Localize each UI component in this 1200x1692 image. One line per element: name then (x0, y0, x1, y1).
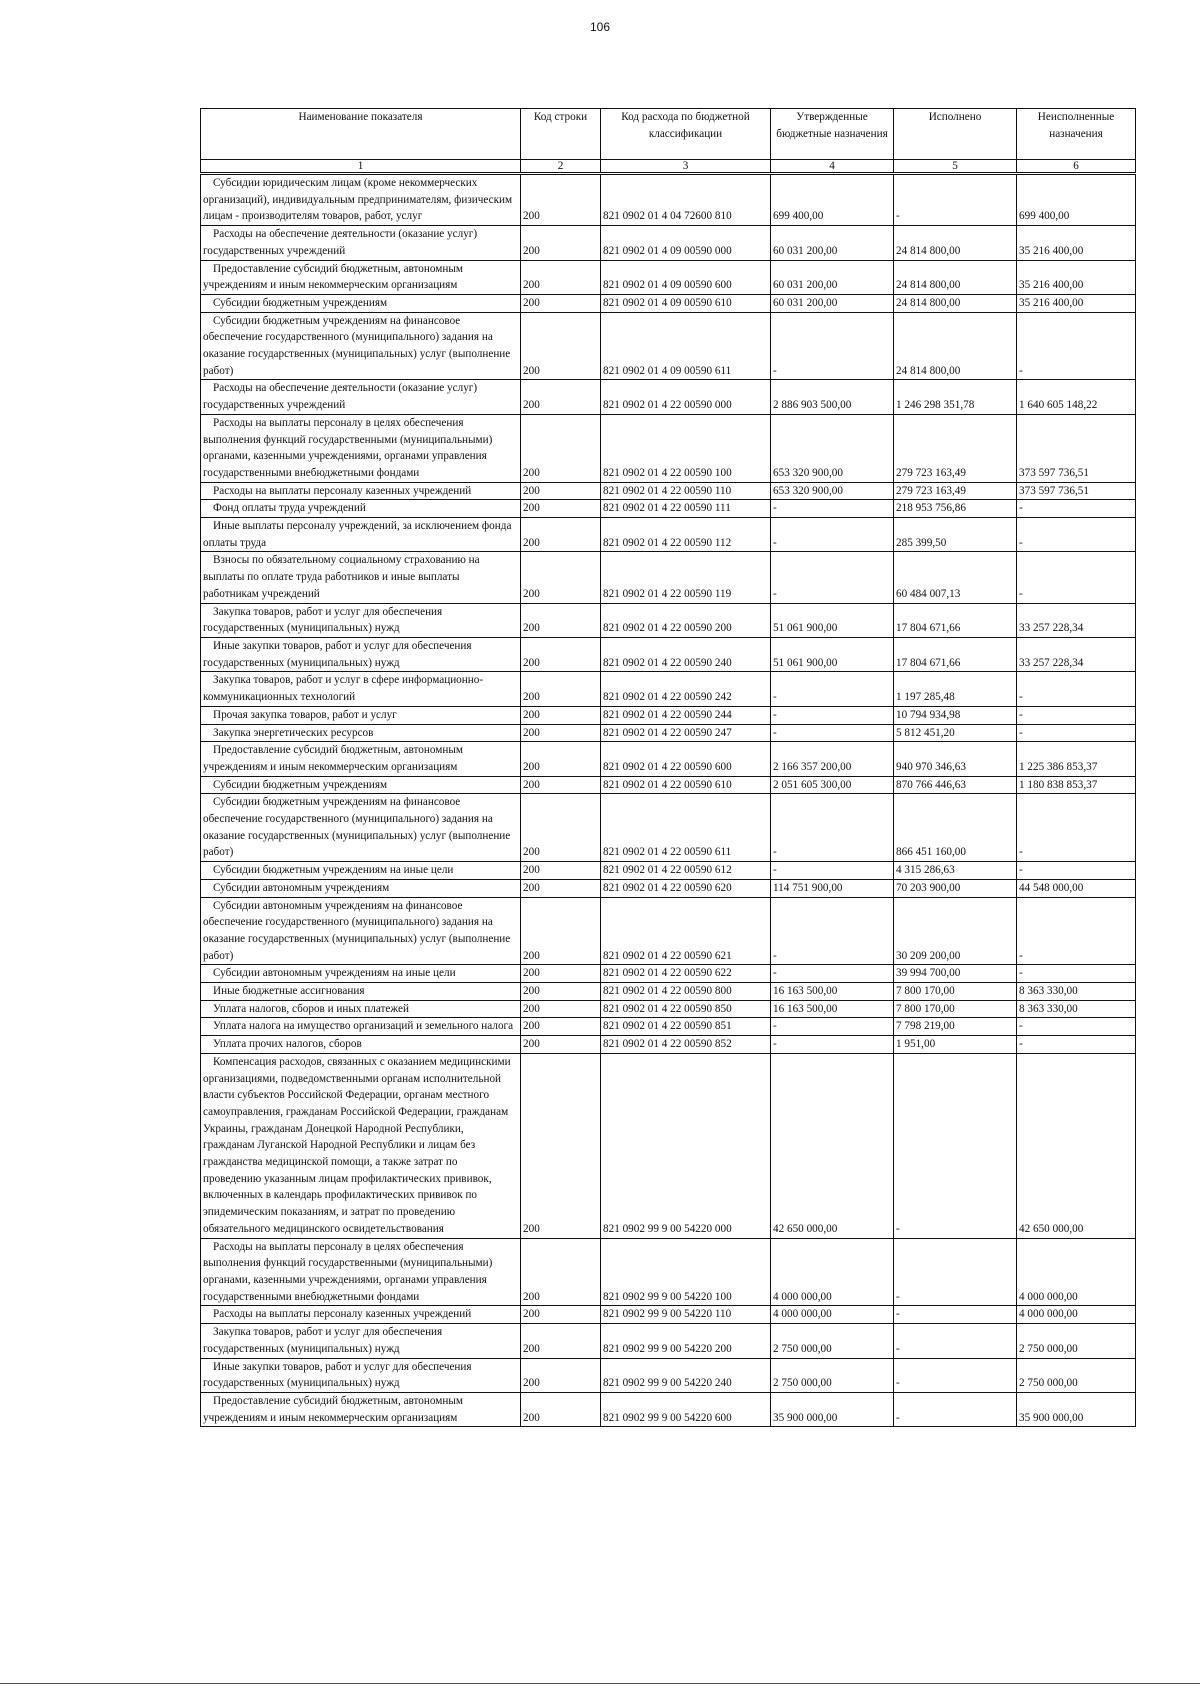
row-approved: 2 886 903 500,00 (771, 380, 894, 414)
row-line-code: 200 (521, 552, 601, 603)
table-row (201, 260, 1136, 294)
row-line-code: 200 (521, 1392, 601, 1426)
row-line-code: 200 (521, 965, 601, 983)
row-line-code: 200 (521, 1324, 601, 1358)
row-executed: - (894, 174, 1017, 226)
row-expense-code: 821 0902 01 4 22 00590 852 (601, 1036, 771, 1054)
row-name: Субсидии бюджетным учреждениям на иные цели (201, 862, 521, 880)
row-line-code: 200 (521, 518, 601, 552)
row-unexecuted: - (1017, 518, 1136, 552)
header-line-code: Код строки (521, 109, 601, 160)
page-number: 106 (589, 20, 611, 34)
row-line-code: 200 (521, 1053, 601, 1238)
row-approved: 51 061 900,00 (771, 603, 894, 637)
table-row (201, 380, 1136, 414)
row-unexecuted: - (1017, 794, 1136, 862)
row-executed: - (894, 1306, 1017, 1324)
row-approved: 51 061 900,00 (771, 637, 894, 671)
row-name: Расходы на обеспечение деятельности (оказание услуг) государственных учреждений (201, 226, 521, 260)
row-executed: 285 399,50 (894, 518, 1017, 552)
row-name: Субсидии бюджетным учреждениям (201, 776, 521, 794)
row-executed: 24 814 800,00 (894, 294, 1017, 312)
row-expense-code: 821 0902 01 4 22 00590 111 (601, 500, 771, 518)
row-expense-code: 821 0902 01 4 22 00590 610 (601, 776, 771, 794)
row-line-code: 200 (521, 794, 601, 862)
row-approved: 4 000 000,00 (771, 1238, 894, 1306)
row-executed: 1 197 285,48 (894, 672, 1017, 706)
row-unexecuted: 373 597 736,51 (1017, 414, 1136, 482)
row-unexecuted: 35 900 000,00 (1017, 1392, 1136, 1426)
row-expense-code: 821 0902 01 4 22 00590 119 (601, 552, 771, 603)
row-line-code: 200 (521, 724, 601, 742)
row-unexecuted: - (1017, 724, 1136, 742)
table-body (201, 174, 1136, 1427)
row-line-code: 200 (521, 312, 601, 380)
row-approved: 653 320 900,00 (771, 482, 894, 500)
row-unexecuted: 1 225 386 853,37 (1017, 742, 1136, 776)
budget-execution-table (200, 108, 1136, 1427)
row-name: Расходы на выплаты персоналу в целях обеспечения выполнения функций государственными (муниципальными) органами, казенными учреждениями, органами управления государственными внебюджетными фондами (201, 1238, 521, 1306)
table-row (201, 552, 1136, 603)
row-unexecuted: 33 257 228,34 (1017, 603, 1136, 637)
table-row (201, 294, 1136, 312)
row-name: Предоставление субсидий бюджетным, автономным учреждениям и иным некоммерческим организациям (201, 742, 521, 776)
row-approved: - (771, 897, 894, 965)
row-expense-code: 821 0902 01 4 22 00590 244 (601, 706, 771, 724)
row-approved: 2 750 000,00 (771, 1324, 894, 1358)
row-unexecuted: - (1017, 500, 1136, 518)
row-approved: 16 163 500,00 (771, 1000, 894, 1018)
column-number: 5 (894, 160, 1017, 174)
row-expense-code: 821 0902 01 4 22 00590 851 (601, 1018, 771, 1036)
row-executed: 60 484 007,13 (894, 552, 1017, 603)
row-line-code: 200 (521, 1000, 601, 1018)
row-unexecuted: - (1017, 552, 1136, 603)
row-executed: - (894, 1392, 1017, 1426)
table-row (201, 897, 1136, 965)
row-expense-code: 821 0902 01 4 22 00590 621 (601, 897, 771, 965)
row-name: Фонд оплаты труда учреждений (201, 500, 521, 518)
row-name: Прочая закупка товаров, работ и услуг (201, 706, 521, 724)
row-expense-code: 821 0902 01 4 22 00590 622 (601, 965, 771, 983)
row-approved: - (771, 794, 894, 862)
row-expense-code: 821 0902 01 4 22 00590 850 (601, 1000, 771, 1018)
table-row (201, 226, 1136, 260)
row-name: Расходы на выплаты персоналу казенных учреждений (201, 482, 521, 500)
row-executed: 24 814 800,00 (894, 226, 1017, 260)
table-row (201, 1324, 1136, 1358)
row-name: Иные бюджетные ассигнования (201, 983, 521, 1001)
row-name: Закупка товаров, работ и услуг для обеспечения государственных (муниципальных) нужд (201, 1324, 521, 1358)
row-unexecuted: 8 363 330,00 (1017, 983, 1136, 1001)
row-executed: 4 315 286,63 (894, 862, 1017, 880)
row-unexecuted: - (1017, 897, 1136, 965)
row-line-code: 200 (521, 1358, 601, 1392)
row-expense-code: 821 0902 99 9 00 54220 240 (601, 1358, 771, 1392)
row-line-code: 200 (521, 897, 601, 965)
row-executed: 7 800 170,00 (894, 983, 1017, 1001)
row-executed: 940 970 346,63 (894, 742, 1017, 776)
row-line-code: 200 (521, 637, 601, 671)
row-executed: 39 994 700,00 (894, 965, 1017, 983)
row-unexecuted: 35 216 400,00 (1017, 260, 1136, 294)
row-line-code: 200 (521, 174, 601, 226)
row-expense-code: 821 0902 01 4 22 00590 620 (601, 879, 771, 897)
table-row (201, 518, 1136, 552)
row-line-code: 200 (521, 380, 601, 414)
row-name: Субсидии юридическим лицам (кроме некоммерческих организаций), индивидуальным предпринимателям, физическим лицам - производителям товаров, работ, услуг (201, 174, 521, 226)
table-row (201, 1000, 1136, 1018)
row-expense-code: 821 0902 01 4 22 00590 112 (601, 518, 771, 552)
row-unexecuted: 1 180 838 853,37 (1017, 776, 1136, 794)
row-name: Иные выплаты персоналу учреждений, за исключением фонда оплаты труда (201, 518, 521, 552)
row-approved: - (771, 312, 894, 380)
column-number: 4 (771, 160, 894, 174)
row-name: Предоставление субсидий бюджетным, автономным учреждениям и иным некоммерческим организациям (201, 1392, 521, 1426)
table-row (201, 1392, 1136, 1426)
row-approved: 114 751 900,00 (771, 879, 894, 897)
row-line-code: 200 (521, 603, 601, 637)
row-executed: 10 794 934,98 (894, 706, 1017, 724)
row-line-code: 200 (521, 260, 601, 294)
table-header-row (201, 109, 1136, 160)
row-approved: 60 031 200,00 (771, 294, 894, 312)
row-expense-code: 821 0902 01 4 22 00590 240 (601, 637, 771, 671)
row-name: Субсидии бюджетным учреждениям на финансовое обеспечение государственного (муниципального) задания на оказание государственных (муниципальных) услуг (выполнение работ) (201, 312, 521, 380)
row-expense-code: 821 0902 01 4 22 00590 000 (601, 380, 771, 414)
row-line-code: 200 (521, 500, 601, 518)
row-expense-code: 821 0902 01 4 22 00590 200 (601, 603, 771, 637)
row-name: Расходы на выплаты персоналу казенных учреждений (201, 1306, 521, 1324)
row-executed: 5 812 451,20 (894, 724, 1017, 742)
row-name: Расходы на обеспечение деятельности (оказание услуг) государственных учреждений (201, 380, 521, 414)
row-unexecuted: 35 216 400,00 (1017, 294, 1136, 312)
row-name: Компенсация расходов, связанных с оказанием медицинскими организациями, подведомственными органам исполнительной власти субъектов Российской Федерации, органам местного самоуправления, гражданам Российской Федерации, гражданам Украины, гражданам Донецкой Народной Республики, гражданам Луганской Народной Республики и лицам без гражданства медицинской помощи, а также затрат по проведению указанным лицам профилактических прививок, включенных в календарь профилактических прививок по эпидемическим показаниям, и затрат по проведению обязательного медицинского освидетельствования (201, 1053, 521, 1238)
row-name: Уплата прочих налогов, сборов (201, 1036, 521, 1054)
row-approved: 35 900 000,00 (771, 1392, 894, 1426)
row-approved: - (771, 706, 894, 724)
row-executed: 218 953 756,86 (894, 500, 1017, 518)
row-expense-code: 821 0902 99 9 00 54220 110 (601, 1306, 771, 1324)
row-executed: 7 798 219,00 (894, 1018, 1017, 1036)
row-unexecuted: - (1017, 965, 1136, 983)
row-line-code: 200 (521, 1036, 601, 1054)
table-row (201, 706, 1136, 724)
table-row (201, 637, 1136, 671)
row-executed: 30 209 200,00 (894, 897, 1017, 965)
table-row (201, 414, 1136, 482)
row-approved: 699 400,00 (771, 174, 894, 226)
table-row (201, 1018, 1136, 1036)
row-executed: 870 766 446,63 (894, 776, 1017, 794)
row-approved: 653 320 900,00 (771, 414, 894, 482)
row-expense-code: 821 0902 01 4 22 00590 612 (601, 862, 771, 880)
row-approved: 2 166 357 200,00 (771, 742, 894, 776)
table-row (201, 983, 1136, 1001)
row-approved: - (771, 1018, 894, 1036)
row-executed: 24 814 800,00 (894, 312, 1017, 380)
row-unexecuted: 35 216 400,00 (1017, 226, 1136, 260)
row-approved: - (771, 724, 894, 742)
table-row (201, 1036, 1136, 1054)
row-line-code: 200 (521, 414, 601, 482)
row-expense-code: 821 0902 01 4 09 00590 610 (601, 294, 771, 312)
row-expense-code: 821 0902 01 4 22 00590 110 (601, 482, 771, 500)
row-line-code: 200 (521, 294, 601, 312)
row-name: Субсидии автономным учреждениям на иные цели (201, 965, 521, 983)
row-unexecuted: 4 000 000,00 (1017, 1306, 1136, 1324)
row-line-code: 200 (521, 983, 601, 1001)
row-expense-code: 821 0902 99 9 00 54220 100 (601, 1238, 771, 1306)
row-name: Взносы по обязательному социальному страхованию на выплаты по оплате труда работников и иные выплаты работникам учреждений (201, 552, 521, 603)
row-expense-code: 821 0902 01 4 09 00590 611 (601, 312, 771, 380)
table-row (201, 724, 1136, 742)
page-bottom-rule (0, 1683, 1200, 1684)
table-row (201, 1238, 1136, 1306)
row-unexecuted: - (1017, 862, 1136, 880)
header-expense-code: Код расхода по бюджетной классификации (601, 109, 771, 160)
header-indicator-name: Наименование показателя (201, 109, 521, 160)
table-row (201, 879, 1136, 897)
row-name: Уплата налогов, сборов и иных платежей (201, 1000, 521, 1018)
row-unexecuted: 33 257 228,34 (1017, 637, 1136, 671)
row-approved: - (771, 518, 894, 552)
row-name: Предоставление субсидий бюджетным, автономным учреждениям и иным некоммерческим организациям (201, 260, 521, 294)
row-expense-code: 821 0902 01 4 09 00590 000 (601, 226, 771, 260)
table-row (201, 1053, 1136, 1238)
row-executed: 279 723 163,49 (894, 482, 1017, 500)
row-executed: 17 804 671,66 (894, 603, 1017, 637)
column-number: 1 (201, 160, 521, 174)
row-unexecuted: 2 750 000,00 (1017, 1324, 1136, 1358)
row-unexecuted: - (1017, 1018, 1136, 1036)
row-expense-code: 821 0902 01 4 22 00590 100 (601, 414, 771, 482)
row-approved: 42 650 000,00 (771, 1053, 894, 1238)
row-unexecuted: 42 650 000,00 (1017, 1053, 1136, 1238)
column-number: 6 (1017, 160, 1136, 174)
row-expense-code: 821 0902 01 4 04 72600 810 (601, 174, 771, 226)
table-row (201, 482, 1136, 500)
row-expense-code: 821 0902 01 4 09 00590 600 (601, 260, 771, 294)
row-name: Иные закупки товаров, работ и услуг для обеспечения государственных (муниципальных) нужд (201, 1358, 521, 1392)
row-line-code: 200 (521, 482, 601, 500)
row-unexecuted: 1 640 605 148,22 (1017, 380, 1136, 414)
row-name: Субсидии автономным учреждениям на финансовое обеспечение государственного (муниципального) задания на оказание государственных (муниципальных) услуг (выполнение работ) (201, 897, 521, 965)
row-unexecuted: 8 363 330,00 (1017, 1000, 1136, 1018)
row-approved: 2 051 605 300,00 (771, 776, 894, 794)
row-unexecuted: 2 750 000,00 (1017, 1358, 1136, 1392)
row-executed: - (894, 1238, 1017, 1306)
row-unexecuted: 699 400,00 (1017, 174, 1136, 226)
table-row (201, 1358, 1136, 1392)
row-expense-code: 821 0902 01 4 22 00590 600 (601, 742, 771, 776)
row-name: Иные закупки товаров, работ и услуг для обеспечения государственных (муниципальных) нужд (201, 637, 521, 671)
row-approved: - (771, 1036, 894, 1054)
row-line-code: 200 (521, 1018, 601, 1036)
row-approved: - (771, 552, 894, 603)
row-unexecuted: - (1017, 1036, 1136, 1054)
column-number: 3 (601, 160, 771, 174)
row-name: Субсидии бюджетным учреждениям на финансовое обеспечение государственного (муниципального) задания на оказание государственных (муниципальных) услуг (выполнение работ) (201, 794, 521, 862)
row-approved: 60 031 200,00 (771, 260, 894, 294)
row-approved: - (771, 500, 894, 518)
row-expense-code: 821 0902 01 4 22 00590 242 (601, 672, 771, 706)
row-executed: 866 451 160,00 (894, 794, 1017, 862)
row-line-code: 200 (521, 776, 601, 794)
row-executed: 7 800 170,00 (894, 1000, 1017, 1018)
row-unexecuted: 4 000 000,00 (1017, 1238, 1136, 1306)
row-expense-code: 821 0902 99 9 00 54220 000 (601, 1053, 771, 1238)
row-approved: - (771, 672, 894, 706)
row-executed: - (894, 1324, 1017, 1358)
row-unexecuted: - (1017, 706, 1136, 724)
row-name: Закупка товаров, работ и услуг для обеспечения государственных (муниципальных) нужд (201, 603, 521, 637)
row-approved: 4 000 000,00 (771, 1306, 894, 1324)
row-approved: - (771, 965, 894, 983)
row-approved: 16 163 500,00 (771, 983, 894, 1001)
row-unexecuted: - (1017, 672, 1136, 706)
table-row (201, 742, 1136, 776)
row-unexecuted: - (1017, 312, 1136, 380)
table-row (201, 1306, 1136, 1324)
row-expense-code: 821 0902 99 9 00 54220 200 (601, 1324, 771, 1358)
header-approved: Утвержденные бюджетные назначения (771, 109, 894, 160)
row-line-code: 200 (521, 862, 601, 880)
row-executed: 1 246 298 351,78 (894, 380, 1017, 414)
row-line-code: 200 (521, 672, 601, 706)
row-executed: 24 814 800,00 (894, 260, 1017, 294)
table-row (201, 862, 1136, 880)
row-expense-code: 821 0902 99 9 00 54220 600 (601, 1392, 771, 1426)
row-executed: 279 723 163,49 (894, 414, 1017, 482)
header-unexecuted: Неисполненные назначения (1017, 109, 1136, 160)
row-executed: 1 951,00 (894, 1036, 1017, 1054)
row-line-code: 200 (521, 706, 601, 724)
table-row (201, 794, 1136, 862)
row-executed: 17 804 671,66 (894, 637, 1017, 671)
row-line-code: 200 (521, 1238, 601, 1306)
row-unexecuted: 373 597 736,51 (1017, 482, 1136, 500)
row-expense-code: 821 0902 01 4 22 00590 247 (601, 724, 771, 742)
row-name: Уплата налога на имущество организаций и земельного налога (201, 1018, 521, 1036)
row-name: Расходы на выплаты персоналу в целях обеспечения выполнения функций государственными (муниципальными) органами, казенными учреждениями, органами управления государственными внебюджетными фондами (201, 414, 521, 482)
column-number-row (201, 160, 1136, 174)
table-row (201, 965, 1136, 983)
row-name: Субсидии бюджетным учреждениям (201, 294, 521, 312)
row-line-code: 200 (521, 879, 601, 897)
table-row (201, 672, 1136, 706)
header-executed: Исполнено (894, 109, 1017, 160)
row-executed: - (894, 1358, 1017, 1392)
row-unexecuted: 44 548 000,00 (1017, 879, 1136, 897)
table-row (201, 312, 1136, 380)
row-name: Субсидии автономным учреждениям (201, 879, 521, 897)
row-approved: 2 750 000,00 (771, 1358, 894, 1392)
row-executed: 70 203 900,00 (894, 879, 1017, 897)
table-row (201, 174, 1136, 226)
row-line-code: 200 (521, 226, 601, 260)
column-number: 2 (521, 160, 601, 174)
row-name: Закупка энергетических ресурсов (201, 724, 521, 742)
row-expense-code: 821 0902 01 4 22 00590 800 (601, 983, 771, 1001)
table-row (201, 776, 1136, 794)
row-approved: - (771, 862, 894, 880)
row-executed: - (894, 1053, 1017, 1238)
table-row (201, 500, 1136, 518)
row-line-code: 200 (521, 1306, 601, 1324)
row-expense-code: 821 0902 01 4 22 00590 611 (601, 794, 771, 862)
row-name: Закупка товаров, работ и услуг в сфере информационно-коммуникационных технологий (201, 672, 521, 706)
row-approved: 60 031 200,00 (771, 226, 894, 260)
table-row (201, 603, 1136, 637)
row-line-code: 200 (521, 742, 601, 776)
